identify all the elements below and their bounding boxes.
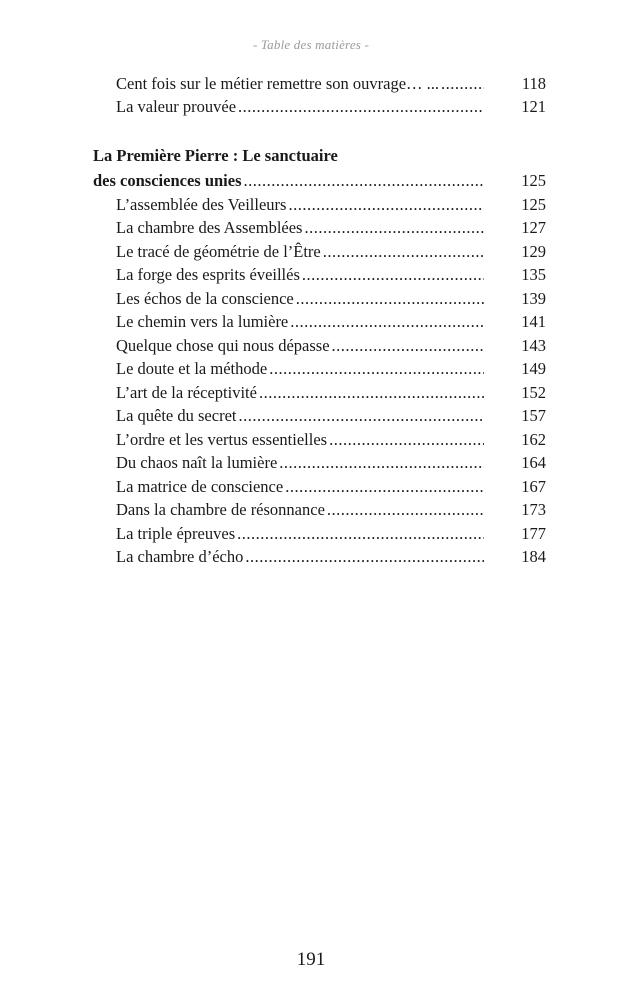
toc-leader-dots — [296, 288, 484, 310]
toc-leader-dots — [304, 217, 484, 239]
toc-entry-title: Le doute et la méthode — [116, 359, 268, 378]
toc-entry — [116, 452, 546, 474]
toc-leader-dots — [327, 499, 484, 521]
toc-entry-title: Du chaos naît la lumière — [116, 453, 278, 472]
toc-entry-title: La forge des esprits éveillés — [116, 265, 300, 284]
toc-entry-page: 162 — [521, 430, 546, 449]
toc-entry-page: 141 — [521, 312, 546, 331]
toc-leader-dots — [238, 96, 484, 118]
section-heading-title: des consciences unies — [93, 171, 242, 190]
toc-entry — [116, 335, 546, 357]
toc-leader-dots — [259, 382, 484, 404]
toc-entry-title: Le tracé de géométrie de l’Être — [116, 242, 321, 261]
toc-entry-title: Cent fois sur le métier remettre son ouvrage… ... — [116, 74, 440, 93]
toc-entry — [116, 288, 546, 310]
toc-entry-page: 121 — [521, 97, 546, 116]
toc-entry-page: 129 — [521, 242, 546, 261]
toc-entry-page: 139 — [521, 289, 546, 308]
toc-leader-dots — [329, 429, 484, 451]
toc-leader-dots — [288, 194, 484, 216]
toc-entry-title: La triple épreuves — [116, 524, 236, 543]
running-header: - Table des matières - — [252, 37, 370, 52]
page-number: 191 — [296, 949, 326, 970]
toc-leader-dots — [290, 311, 484, 333]
toc-entry — [116, 546, 546, 568]
toc-entry-title: La matrice de conscience — [116, 477, 284, 496]
toc-entry-page: 149 — [521, 359, 546, 378]
toc-entry — [116, 194, 546, 216]
toc-entry-page: 152 — [521, 383, 546, 402]
toc-leader-dots — [279, 452, 484, 474]
section-page: 125 — [521, 171, 546, 190]
toc-entry-title: La chambre d’écho — [116, 547, 244, 566]
toc-entry-page: 135 — [521, 265, 546, 284]
toc-entry-title: Quelque chose qui nous dépasse — [116, 336, 330, 355]
toc-entry-title: Dans la chambre de résonnance — [116, 500, 325, 519]
toc-entry — [116, 73, 546, 95]
toc-entry-title: L’ordre et les vertus essentielles — [116, 430, 328, 449]
toc-entry — [116, 96, 546, 118]
toc-leader-dots — [237, 523, 484, 545]
toc-entry-title: L’assemblée des Veilleurs — [116, 195, 287, 214]
toc-entry-page: 177 — [521, 524, 546, 543]
toc-entry — [116, 523, 546, 545]
toc-entry-title: Les échos de la conscience — [116, 289, 294, 308]
toc-entry-page: 125 — [521, 195, 546, 214]
toc-leader-dots — [244, 170, 485, 192]
toc-entry-page: 127 — [521, 218, 546, 237]
toc-entry — [116, 476, 546, 498]
toc-leader-dots — [323, 241, 484, 263]
toc-entry — [116, 217, 546, 239]
toc-entry-title: La chambre des Assemblées — [116, 218, 303, 237]
toc-leader-dots — [441, 73, 484, 95]
toc-entry-title: La quête du secret — [116, 406, 237, 425]
toc-entry-page: 164 — [521, 453, 546, 472]
toc-entry-page: 118 — [521, 74, 546, 93]
toc-entry-title: L’art de la réceptivité — [116, 383, 257, 402]
toc-leader-dots — [285, 476, 484, 498]
section-heading-entry — [93, 170, 546, 192]
toc-entry-page: 167 — [521, 477, 546, 496]
toc-entry — [116, 358, 546, 380]
toc-entry-page: 173 — [521, 500, 546, 519]
toc-entry — [116, 405, 546, 427]
toc-entry-page: 143 — [521, 336, 546, 355]
toc-entry — [116, 499, 546, 521]
toc-entry — [116, 241, 546, 263]
toc-entry — [116, 382, 546, 404]
toc-entry — [116, 429, 546, 451]
toc-entry-page: 157 — [521, 406, 546, 425]
toc-entry-page: 184 — [521, 547, 546, 566]
toc-leader-dots — [332, 335, 484, 357]
toc-leader-dots — [269, 358, 484, 380]
toc-leader-dots — [302, 264, 484, 286]
section-heading: La Première Pierre : Le sanctuaire — [93, 146, 338, 165]
toc-leader-dots — [238, 405, 484, 427]
toc-entry — [116, 264, 546, 286]
toc-entry-title: La valeur prouvée — [116, 97, 237, 116]
toc-entry — [116, 311, 546, 333]
toc-leader-dots — [245, 546, 484, 568]
toc-entry-title: Le chemin vers la lumière — [116, 312, 289, 331]
